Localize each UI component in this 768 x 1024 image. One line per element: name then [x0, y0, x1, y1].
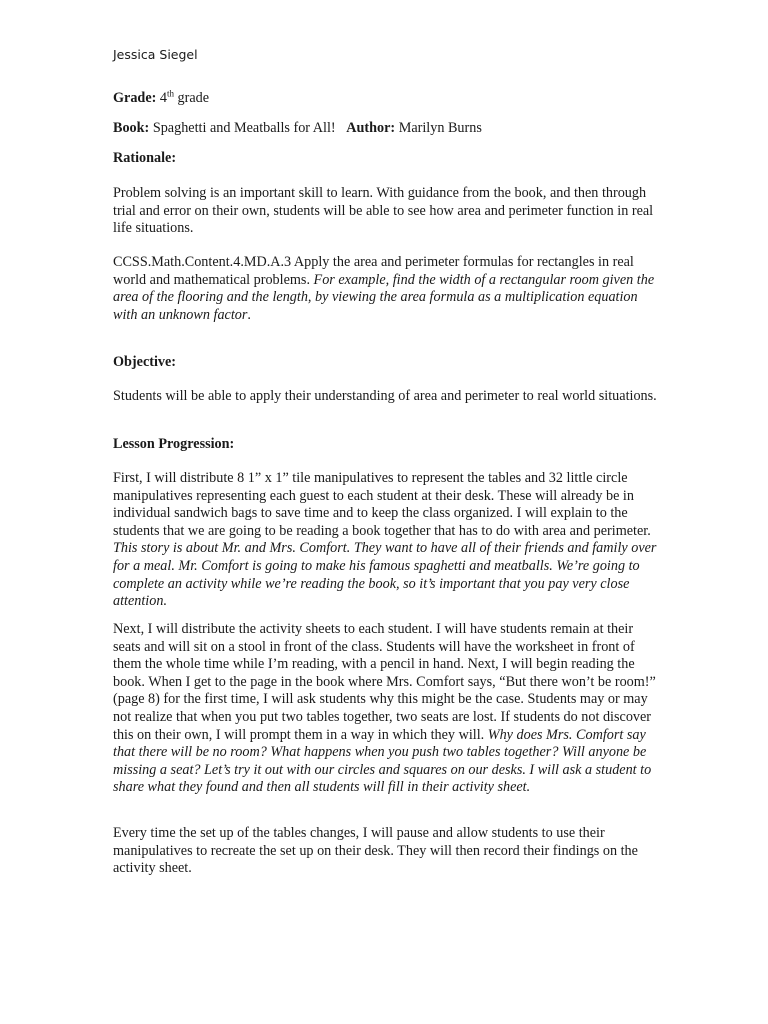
- rationale-heading: Rationale:: [113, 150, 177, 166]
- grade-superscript: th: [166, 88, 174, 99]
- objective-heading: Objective:: [113, 354, 177, 370]
- lesson-paragraph-1: [113, 470, 658, 611]
- document-author-name: Jessica Siegel: [113, 47, 198, 62]
- lesson-p1-text: First, I will distribute 8 1” x 1” tile manipulatives to represent the tables and 32 little circle manipulatives representing each guest to each student at their desk. These will already be in individual sandwich bags to save time and to keep the class organized. I will explain to the students that we are going to be reading a book together that has to do with area and perimeter.: [113, 470, 651, 539]
- lesson-heading: Lesson Progression:: [113, 436, 235, 452]
- lesson-paragraph-3: Every time the set up of the tables changes, I will pause and allow students to use their manipulatives to recreate the set up on their desk. They will then record their findings on the activity sheet.: [113, 825, 638, 877]
- lesson-p1-italic: This story is about Mr. and Mrs. Comfort. They want to have all of their friends and family over for a meal. Mr. Comfort is going to make his famous spaghetti and meatballs. We’re going to complete an activity while we’re reading the book, so it’s important that you pay very close attention.: [113, 540, 657, 610]
- grade-word: grade: [177, 90, 210, 106]
- standard-text: CCSS.Math.Content.4.MD.A.3 Apply the area and perimeter formulas for rectangles in real world and mathematical problems.: [113, 254, 634, 288]
- objective-paragraph: Students will be able to apply their understanding of area and perimeter to real world situations.: [113, 388, 657, 404]
- standard-period: .: [247, 306, 251, 323]
- author-label: Author:: [346, 120, 396, 136]
- lesson-p2-italic: Why does Mrs. Comfort say that there will be no room? What happens when you push two tables together? Will anyone be missing a seat? Let’s try it out with our circles and squares on our desks. I will ask a student to share what they found and then all students will fill in their activity sheet.: [113, 726, 652, 796]
- standard-example: For example, find the width of a rectangular room given the area of the flooring and the length, by viewing the area formula as a multiplication equation with an unknown factor: [113, 271, 655, 323]
- book-title: Spaghetti and Meatballs for All!: [152, 120, 336, 136]
- book-line: [113, 120, 658, 138]
- grade-line: [113, 90, 658, 108]
- book-author: Marilyn Burns: [398, 120, 482, 136]
- book-label: Book:: [113, 120, 150, 136]
- grade-label: Grade:: [113, 90, 157, 106]
- lesson-paragraph-2: [113, 621, 658, 797]
- lesson-p2-text: Next, I will distribute the activity sheets to each student. I will have students remain at their seats and will sit on a stool in front of the class. Students will have the worksheet in front of them the whole time while I’m reading, with a pencil in hand. Next, I will begin reading the book. When I get to the page in the book where Mrs. Comfort says, “But there won’t be room!” (page 8) for the first time, I will ask students why this might be the case. Students may or may not realize that when you put two tables together, two seats are lost. If students do not discover this on their own, I will prompt them in a way in which they will.: [113, 621, 656, 743]
- grade-number: 4: [159, 90, 167, 106]
- rationale-paragraph-2: [113, 254, 658, 324]
- rationale-paragraph-1: Problem solving is an important skill to learn. With guidance from the book, and then through trial and error on their own, students will be able to see how area and perimeter function in real life situations.: [113, 185, 654, 237]
